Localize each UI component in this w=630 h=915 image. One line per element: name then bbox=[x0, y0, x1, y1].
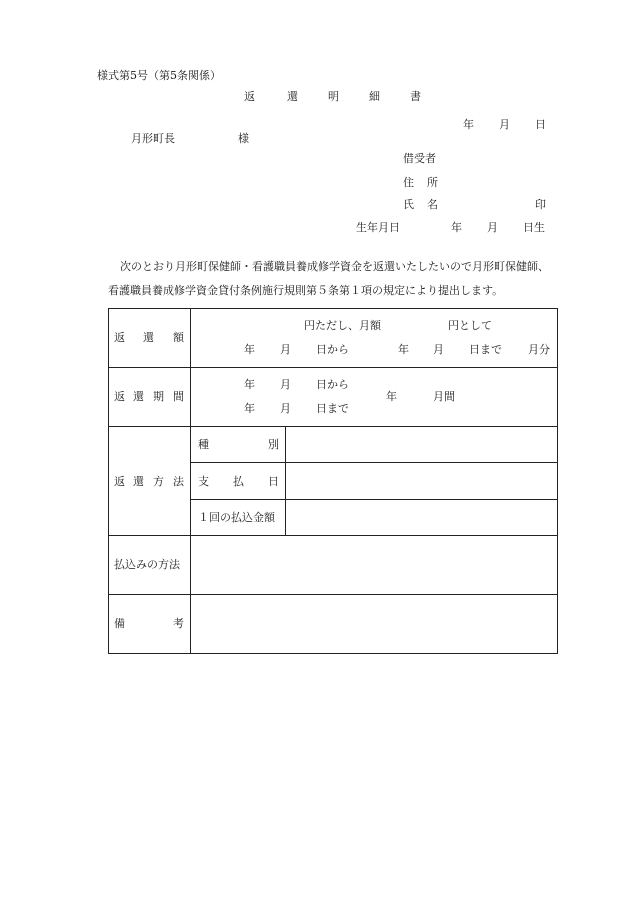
title-char: 返 bbox=[244, 90, 255, 103]
addressee-name: 月形町長 bbox=[131, 132, 175, 145]
period-label: 返 bbox=[114, 390, 125, 403]
kind-value-field[interactable] bbox=[287, 428, 556, 461]
table-label-divider bbox=[190, 308, 191, 654]
borrower-heading: 借受者 bbox=[403, 152, 436, 165]
address-label: 住 bbox=[403, 176, 414, 189]
period-label: 還 bbox=[133, 390, 144, 403]
period-label: 期 bbox=[153, 390, 164, 403]
method-label: 法 bbox=[173, 475, 184, 488]
period-day-to: 日まで bbox=[316, 402, 349, 415]
payment-day-label: 支 bbox=[198, 475, 209, 488]
amount-day-to: 日まで bbox=[469, 343, 502, 356]
amount-year-from: 年 bbox=[244, 343, 255, 356]
method-label: 還 bbox=[133, 475, 144, 488]
amount-yen-prefix: 円ただし、月額 bbox=[304, 319, 381, 332]
date-day-label: 日 bbox=[535, 118, 546, 131]
per-payment-value-field[interactable] bbox=[287, 501, 556, 534]
remarks-label: 備 bbox=[114, 617, 125, 630]
period-total-year: 年 bbox=[386, 390, 397, 403]
amount-yen-suffix: 円として bbox=[448, 319, 492, 332]
amount-month-to: 月 bbox=[433, 343, 444, 356]
amount-day-from: 日から bbox=[316, 343, 349, 356]
method-label: 返 bbox=[114, 475, 125, 488]
payin-method-label: 払込みの方法 bbox=[114, 558, 180, 571]
amount-label: 返 bbox=[114, 331, 125, 344]
period-month-from: 月 bbox=[280, 378, 291, 391]
table-row-divider bbox=[108, 426, 558, 427]
amount-year-to: 年 bbox=[398, 343, 409, 356]
address-label: 所 bbox=[427, 176, 438, 189]
birth-year-label: 年 bbox=[451, 221, 462, 234]
seal-mark: 印 bbox=[535, 198, 546, 211]
payment-day-value-field[interactable] bbox=[287, 464, 556, 498]
payin-method-field[interactable] bbox=[192, 537, 556, 593]
kind-label: 別 bbox=[268, 438, 279, 451]
body-line: 看護職員養成修学資金貸付条例施行規則第５条第１項の規定により提出します。 bbox=[108, 284, 504, 297]
addressee-honorific: 様 bbox=[238, 132, 249, 145]
table-subrow-divider bbox=[190, 462, 558, 463]
body-line: 次のとおり月形町保健師・看護職員養成修学資金を返還いたしたいので月形町保健師、 bbox=[120, 260, 549, 273]
period-year-from: 年 bbox=[244, 378, 255, 391]
birth-day-label: 日生 bbox=[523, 221, 545, 234]
period-day-from: 日から bbox=[316, 378, 349, 391]
title-char: 還 bbox=[287, 90, 298, 103]
table-subrow-divider bbox=[190, 499, 558, 500]
period-year-to: 年 bbox=[244, 402, 255, 415]
name-label: 氏 bbox=[403, 198, 414, 211]
remarks-label: 考 bbox=[173, 617, 184, 630]
amount-month-count: 月分 bbox=[528, 343, 550, 356]
form-number: 様式第5号（第5条関係） bbox=[97, 69, 221, 82]
method-subcolumn-divider bbox=[285, 426, 286, 535]
amount-label: 還 bbox=[143, 331, 154, 344]
kind-label: 種 bbox=[198, 438, 209, 451]
date-month-label: 月 bbox=[499, 118, 510, 131]
date-year-label: 年 bbox=[463, 118, 474, 131]
birth-date-label: 生年月日 bbox=[356, 221, 400, 234]
period-total-months: 月間 bbox=[433, 390, 455, 403]
birth-month-label: 月 bbox=[487, 221, 498, 234]
period-label: 間 bbox=[173, 390, 184, 403]
table-row-divider bbox=[108, 594, 558, 595]
title-char: 書 bbox=[410, 90, 421, 103]
title-char: 細 bbox=[369, 90, 380, 103]
amount-month-from: 月 bbox=[280, 343, 291, 356]
per-payment-label: １回の払込金額 bbox=[198, 511, 275, 524]
title-char: 明 bbox=[328, 90, 339, 103]
payment-day-label: 払 bbox=[233, 475, 244, 488]
amount-label: 額 bbox=[173, 331, 184, 344]
remarks-field[interactable] bbox=[192, 596, 556, 653]
table-row-divider bbox=[108, 535, 558, 536]
table-row-divider bbox=[108, 367, 558, 368]
name-label: 名 bbox=[427, 198, 438, 211]
method-label: 方 bbox=[153, 475, 164, 488]
payment-day-label: 日 bbox=[268, 475, 279, 488]
period-month-to: 月 bbox=[280, 402, 291, 415]
